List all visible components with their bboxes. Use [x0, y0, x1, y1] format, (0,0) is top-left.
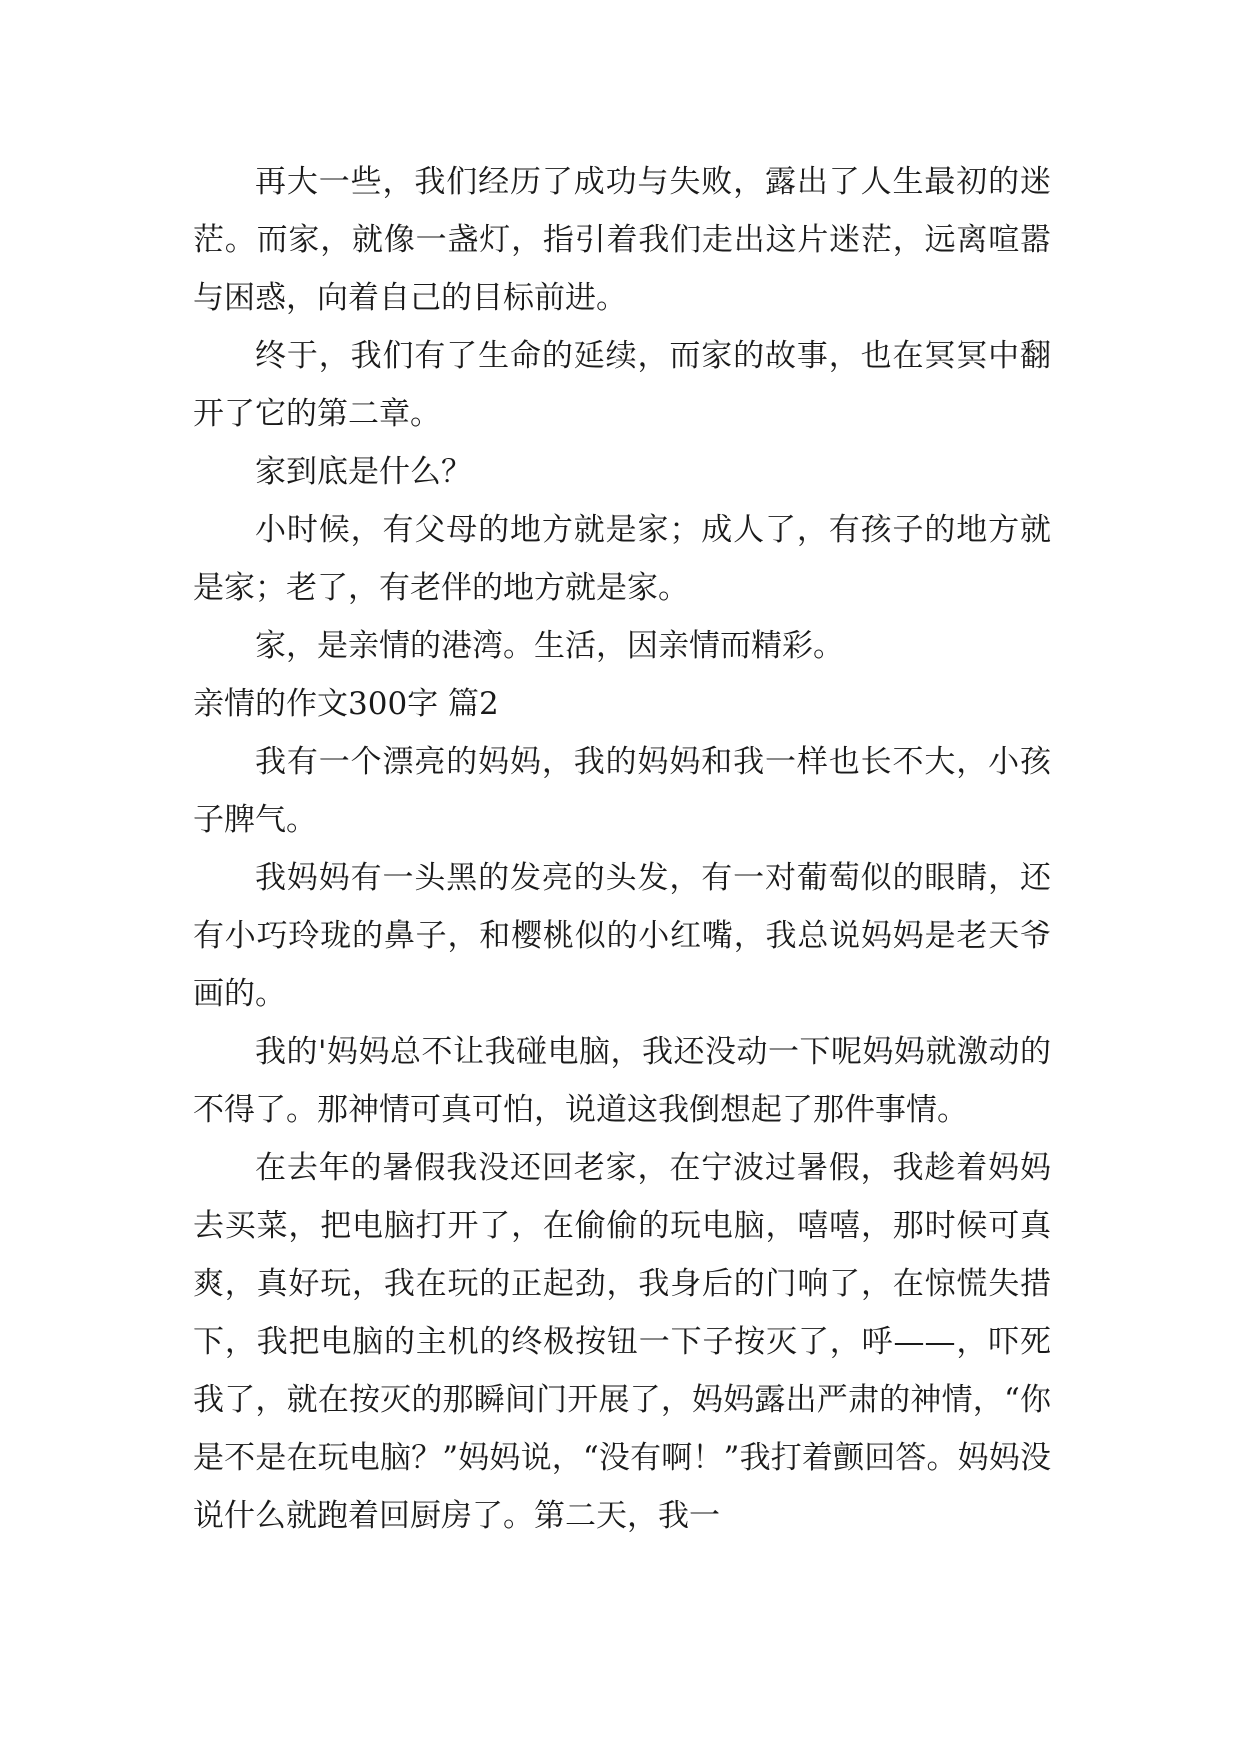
paragraph: 家到底是什么？	[255, 454, 472, 490]
paragraph: 家，是亲情的港湾。生活，因亲情而精彩。	[255, 628, 844, 664]
paragraph: 小时候，有父母的地方就是家；成人了，有孩子的地方就是家；老了，有老伴的地方就是家。	[193, 512, 1051, 606]
paragraph: 我的'妈妈总不让我碰电脑，我还没动一下呢妈妈就激动的不得了。那神情可真可怕，说道这我倒想起了那件事情。	[193, 1034, 1051, 1128]
document-body	[193, 153, 1051, 1545]
paragraph: 我妈妈有一头黑的发亮的头发，有一对葡萄似的眼睛，还有小巧玲珑的鼻子，和樱桃似的小红嘴，我总说妈妈是老天爷画的。	[193, 860, 1051, 1012]
paragraph: 再大一些，我们经历了成功与失败，露出了人生最初的迷茫。而家，就像一盏灯，指引着我们走出这片迷茫，远离喧嚣与困惑，向着自己的目标前进。	[193, 164, 1051, 316]
paragraph: 在去年的暑假我没还回老家，在宁波过暑假，我趁着妈妈去买菜，把电脑打开了，在偷偷的玩电脑，嘻嘻，那时候可真爽，真好玩，我在玩的正起劲，我身后的门响了，在惊慌失措下，我把电脑的主机的终极按钮一下子按灭了，呼——，吓死我了，就在按灭的那瞬间门开展了，妈妈露出严肃的神情，“你是不是在玩电脑？”妈妈说，“没有啊！”我打着颤回答。妈妈没说什么就跑着回厨房了。第二天，我一	[193, 1150, 1051, 1534]
section-heading: 亲情的作文300字 篇2	[193, 686, 499, 722]
paragraph: 终于，我们有了生命的延续，而家的故事，也在冥冥中翻开了它的第二章。	[193, 338, 1051, 432]
paragraph: 我有一个漂亮的妈妈，我的妈妈和我一样也长不大，小孩子脾气。	[193, 744, 1051, 838]
